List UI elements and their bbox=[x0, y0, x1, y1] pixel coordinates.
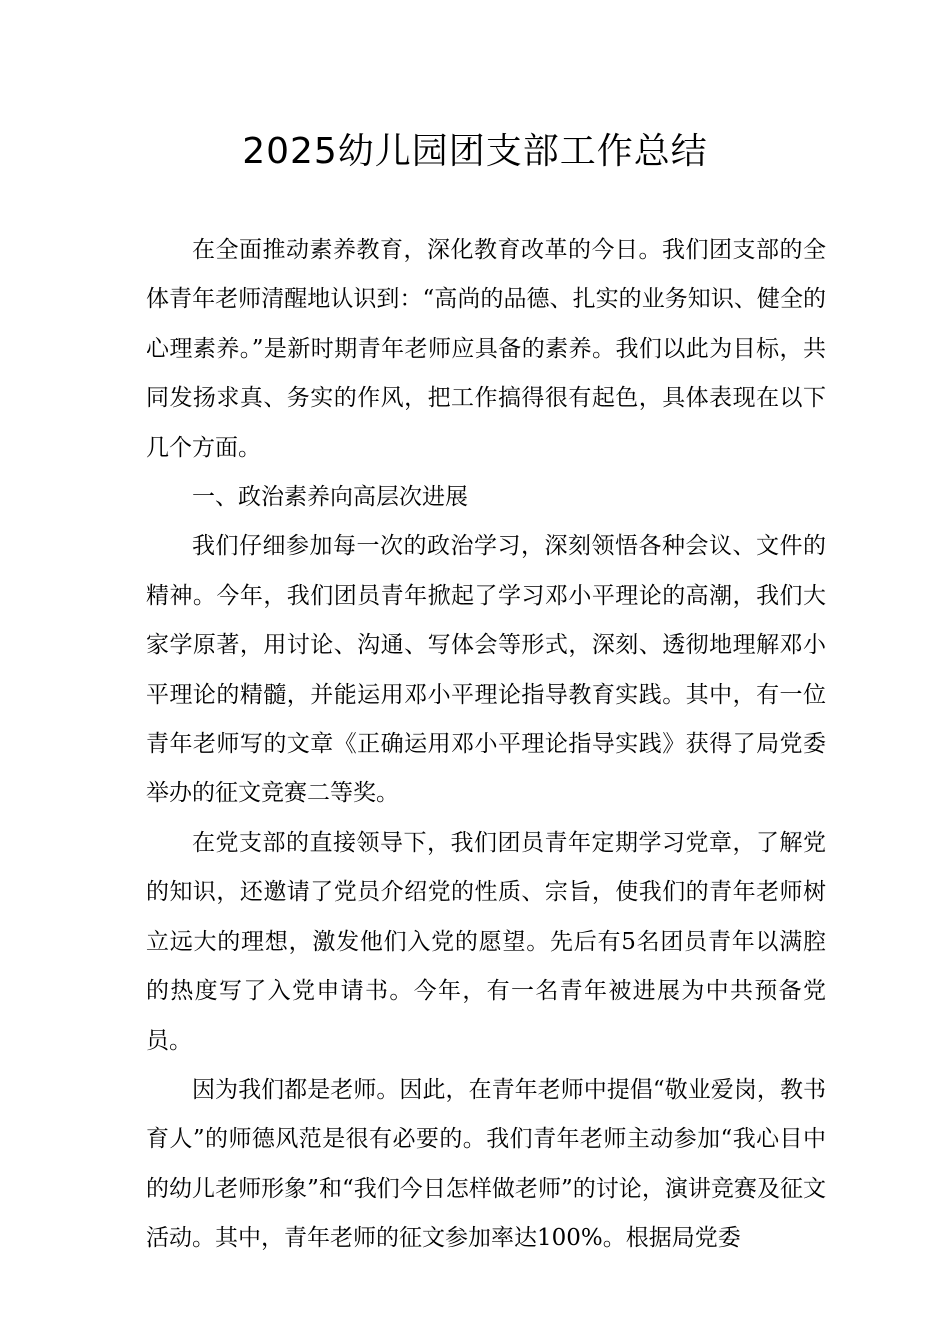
document-title: 2025幼儿园团支部工作总结 bbox=[242, 131, 708, 172]
paragraph-party-study: 在党支部的直接领导下，我们团员青年定期学习党章，了解党的知识，还邀请了党员介绍党的性质、宗旨，使我们的青年老师树立远大的理想，激发他们入党的愿望。先后有5名团员青年以满腔的热度写了入党申请书。今年，有一名青年被进展为中共预备党员。 bbox=[146, 829, 826, 1054]
paragraph-teacher-ethics: 因为我们都是老师。因此，在青年老师中提倡“敬业爱岗，教书育人”的师德风范是很有必要的。我们青年老师主动参加“我心目中的幼儿老师形象”和“我们今日怎样做老师”的讨论，演讲竞赛及征文活动。其中，青年老师的征文参加率达100%。根据局党委 bbox=[146, 1076, 826, 1252]
section-heading-politics: 一、政治素养向高层次进展 bbox=[192, 484, 468, 511]
paragraph-political-study: 我们仔细参加每一次的政治学习，深刻领悟各种会议、文件的精神。今年，我们团员青年掀起了学习邓小平理论的高潮，我们大家学原著，用讨论、沟通、写体会等形式，深刻、透彻地理解邓小平理论的精髓，并能运用邓小平理论指导教育实践。其中，有一位青年老师写的文章《正确运用邓小平理论指导实践》获得了局党委举办的征文竞赛二等奖。 bbox=[146, 533, 826, 807]
paragraph-intro: 在全面推动素养教育，深化教育改革的今日。我们团支部的全体青年老师清醒地认识到：“高尚的品德、扎实的业务知识、健全的心理素养。”是新时期青年老师应具备的素养。我们以此为目标，共同发扬求真、务实的作风，把工作搞得很有起色，具体表现在以下几个方面。 bbox=[146, 237, 826, 461]
document-body bbox=[146, 226, 826, 1264]
